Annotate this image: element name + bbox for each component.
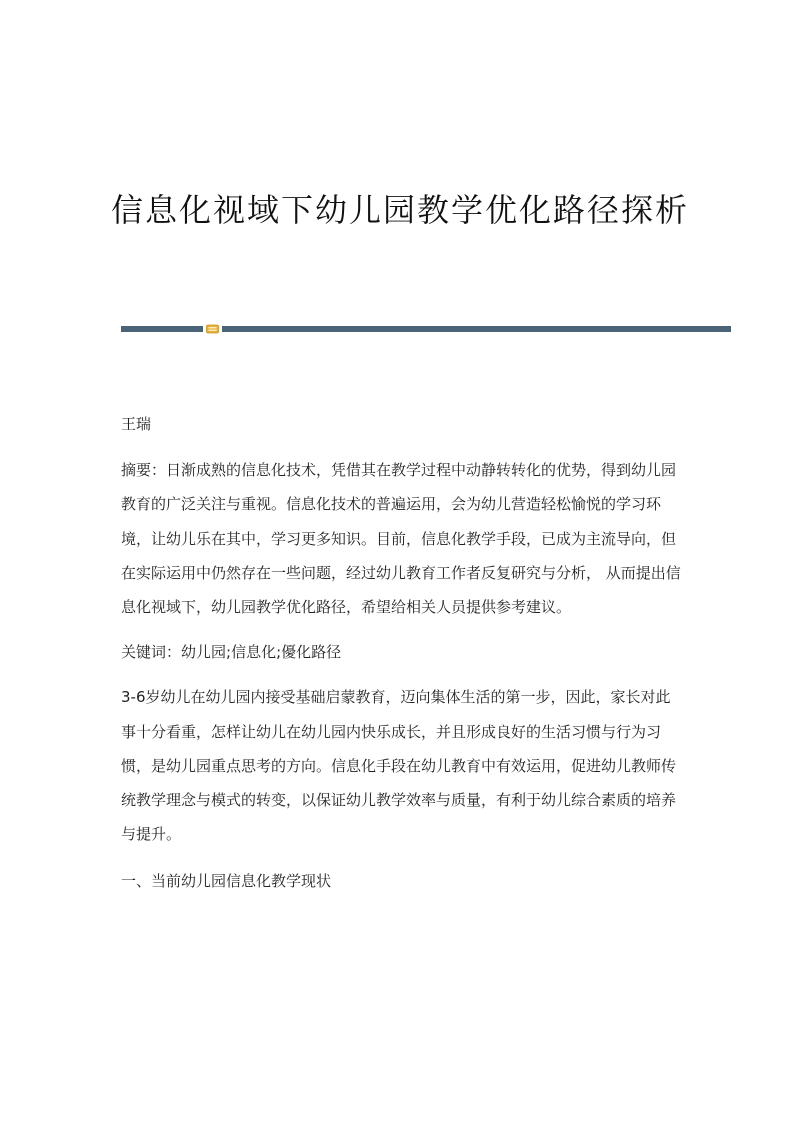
keywords-text: 幼儿园;信息化;優化路径 [181,643,342,662]
author-name: 王瑞 [121,415,152,433]
divider-bar-left [121,326,203,332]
title-divider [121,324,731,334]
divider-bar-right [222,326,731,332]
document-body [121,407,681,899]
section-heading: 一、当前幼儿园信息化教学现状 [121,872,332,891]
keywords-label: 关键词： [121,643,182,662]
abstract-text: 日渐成熟的信息化技术，凭借其在教学过程中动静转转化的优势，得到幼儿园教育的广泛关注与重视。信息化技术的普遍运用，会为幼儿营造轻松愉悦的学习环境，让幼儿乐在其中，学习更多知识。目前，信息化教学手段，已成为主流导向，但在实际运用中仍然存在一些问题，经过幼儿教育工作者反复研究与分析， 从而提出信息化视域下，幼儿园教学优化路径，希望给相关人员提供参考建议。 [121,461,681,617]
keywords-line [121,635,681,669]
document-title: 信息化视域下幼儿园教学优化路径探析 [110,191,689,229]
abstract-label: 摘要： [121,461,167,480]
document-emblem-icon [206,324,219,334]
abstract-paragraph [121,453,681,624]
intro-paragraph: 3-6岁幼儿在幼儿园内接受基础启蒙教育，迈向集体生活的第一步，因此，家长对此事十分看重，怎样让幼儿在幼儿园内快乐成长，并且形成良好的生活习惯与行为习惯，是幼儿园重点思考的方向。信息化手段在幼儿教育中有效运用，促进幼儿教师传统教学理念与模式的转变，以保证幼儿教学效率与质量，有利于幼儿综合素质的培养与提升。 [121,688,677,844]
